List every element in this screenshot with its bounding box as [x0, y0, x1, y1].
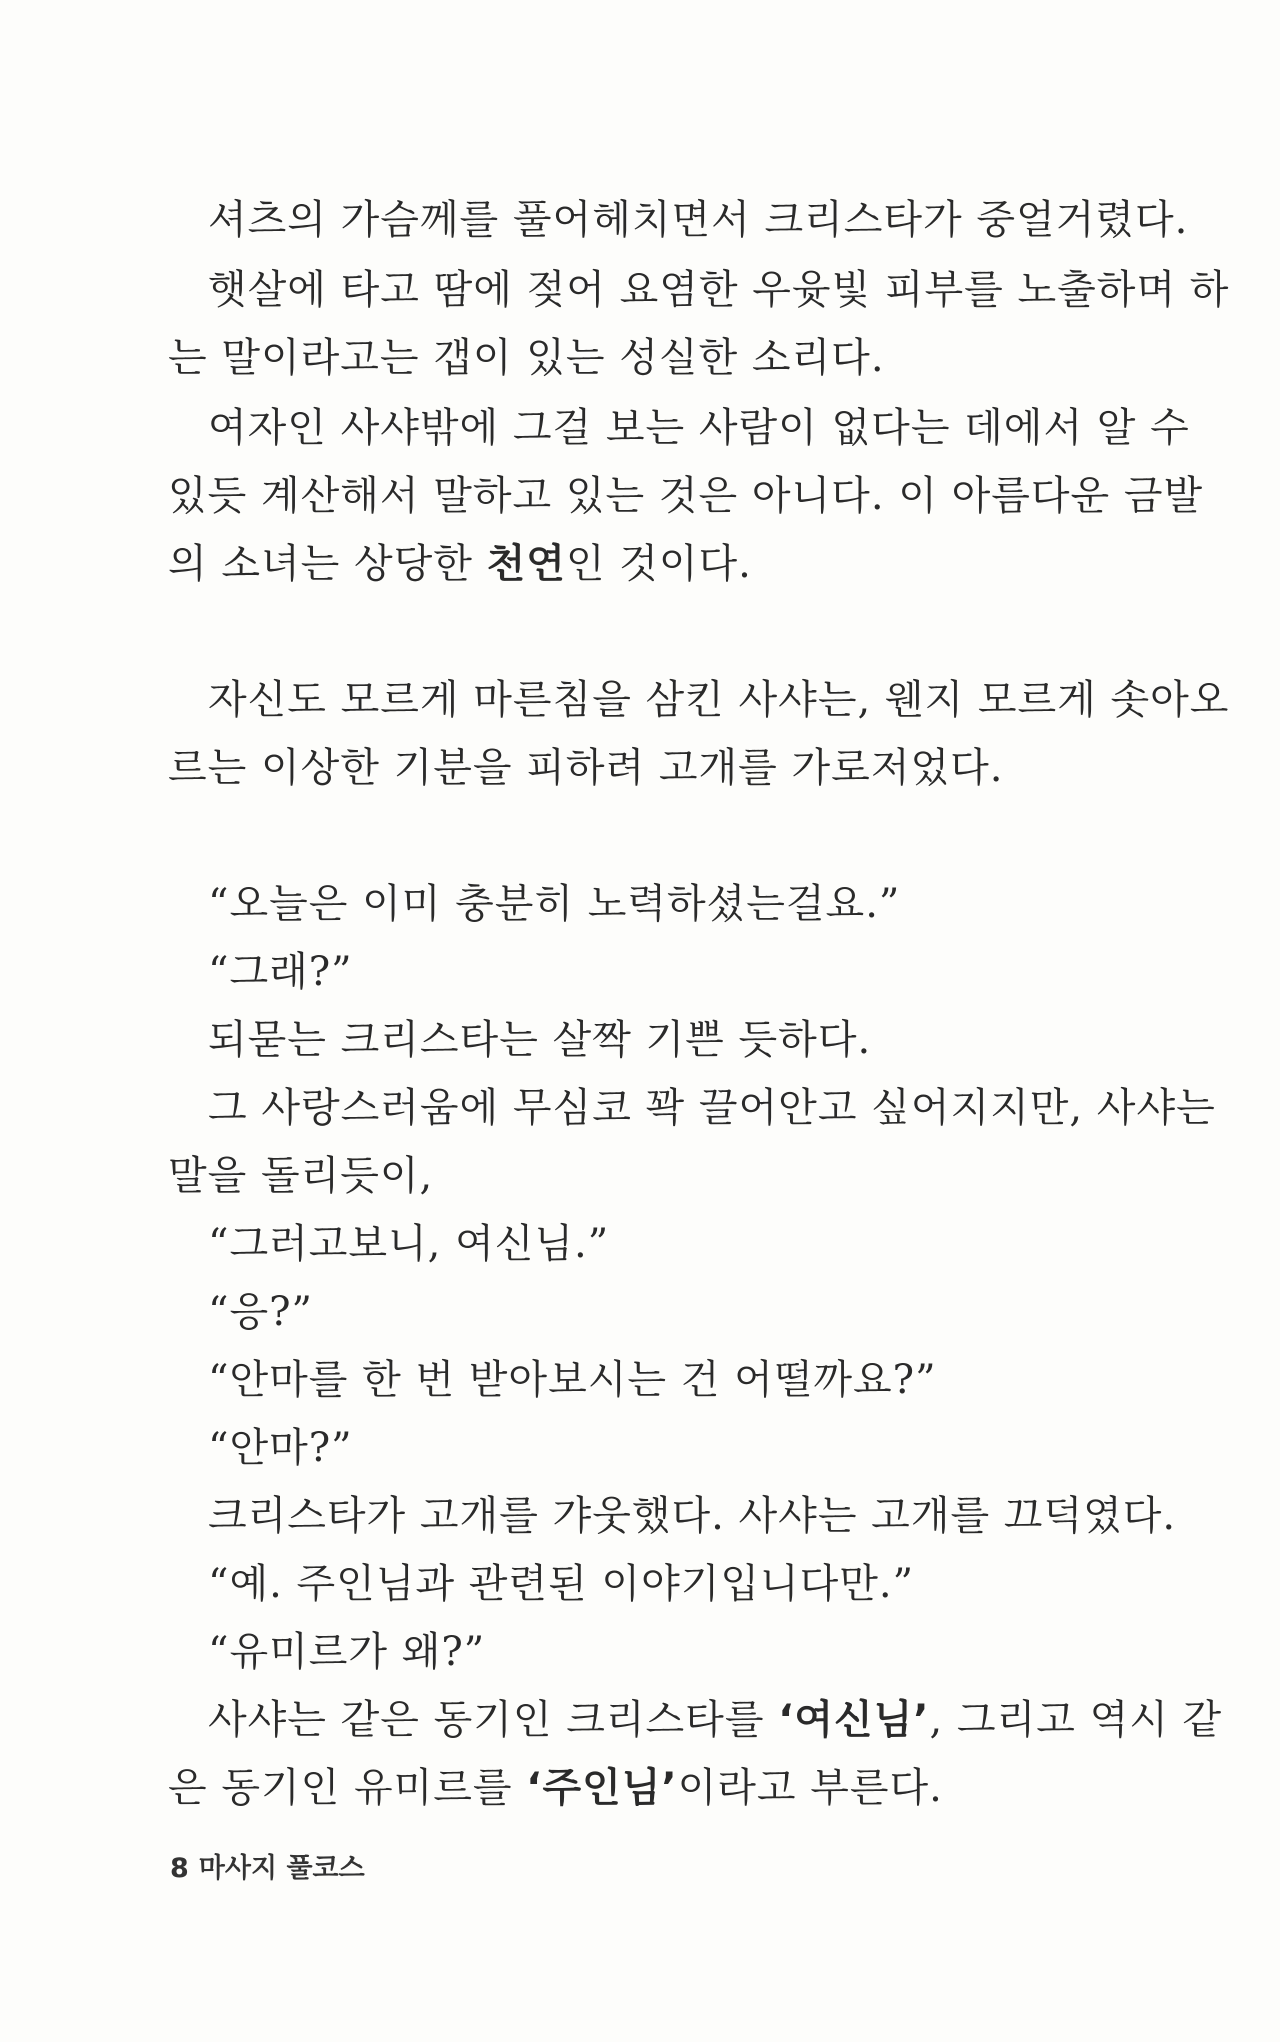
dialogue-line: “안마를 한 번 받아보시는 건 어떨까요?” [208, 1357, 937, 1403]
text-line: 자신도 모르게 마른침을 삼킨 사샤는, 웬지 모르게 솟아오 [208, 677, 1230, 723]
emphasis-text: ‘여신님’ [778, 1697, 930, 1743]
text-line: 사샤는 같은 동기인 크리스타를 ‘여신님’, 그리고 역시 같 [208, 1697, 1223, 1743]
dialogue-line: “그래?” [208, 949, 353, 995]
text-line: 그 사랑스러움에 무심코 꽉 끌어안고 싶어지지만, 사샤는 [208, 1085, 1216, 1131]
text-line: 는 말이라고는 갭이 있는 성실한 소리다. [168, 335, 885, 381]
text-line: 있듯 계산해서 말하고 있는 것은 아니다. 이 아름다운 금발 [168, 473, 1204, 519]
emphasis-text: 천연 [486, 541, 566, 587]
dialogue-line: “예. 주인님과 관련된 이야기입니다만.” [208, 1561, 915, 1607]
dialogue-line: “안마?” [208, 1425, 353, 1471]
dialogue-line: “유미르가 왜?” [208, 1629, 486, 1675]
emphasis-text: ‘주인님’ [526, 1765, 678, 1811]
text-line: 크리스타가 고개를 갸웃했다. 사샤는 고개를 끄덕였다. [208, 1493, 1177, 1539]
text-line: 여자인 사샤밖에 그걸 보는 사람이 없다는 데에서 알 수 [208, 405, 1190, 451]
page-footer [170, 1852, 365, 1886]
page-number: 8 [170, 1853, 189, 1884]
text-line: 말을 돌리듯이, [168, 1153, 434, 1199]
text-line: 르는 이상한 기분을 피하려 고개를 가로저었다. [168, 745, 1004, 791]
text-line: 되묻는 크리스타는 살짝 기쁜 듯하다. [208, 1017, 872, 1063]
text-line: 은 동기인 유미르를 ‘주인님’이라고 부른다. [168, 1765, 943, 1811]
text-line: 셔츠의 가슴께를 풀어헤치면서 크리스타가 중얼거렸다. [208, 197, 1189, 243]
dialogue-line: “응?” [208, 1289, 313, 1335]
text-line: 의 소녀는 상당한 천연인 것이다. [168, 541, 752, 587]
running-title: 마사지 풀코스 [198, 1853, 365, 1884]
text-line: 햇살에 타고 땀에 젖어 요염한 우윳빛 피부를 노출하며 하 [208, 267, 1230, 313]
dialogue-line: “오늘은 이미 충분히 노력하셨는걸요.” [208, 881, 901, 927]
dialogue-line: “그러고보니, 여신님.” [208, 1221, 610, 1267]
